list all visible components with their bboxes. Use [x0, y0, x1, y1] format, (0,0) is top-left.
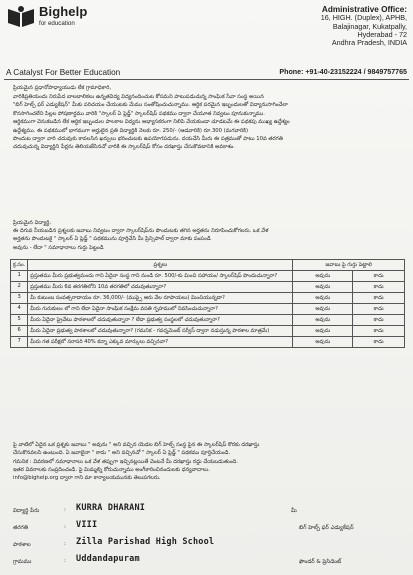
field-label: పాఠశాల [13, 542, 31, 548]
village-value[interactable]: Uddandapuram [76, 554, 140, 564]
row-question: మీరు ఏదైనా ప్రభుత్వ పాఠశాలలో చదువుతున్నారా? (గమనిక - గవర్నమెంట్ సర్వీస్ ద్వారా నడుస్తున్న పాఠశాల మాత్రమే) [28, 326, 293, 337]
answer-no[interactable]: కాదు [353, 315, 405, 326]
closing-line: info@bighelp.org ద్వారా గాని మా కార్యాలయమునకు తెలుపగలరు. [13, 475, 161, 482]
field-village [13, 554, 405, 571]
row-question: మీరు గత పరీక్షలో సరాసరి 40% కన్నా ఎక్కువ మార్కులు వచ్చినవా? [28, 337, 293, 348]
school-value[interactable]: Zilla Parishad High School [76, 537, 215, 547]
field-class [13, 520, 405, 537]
answer-yes[interactable]: అవును [293, 315, 353, 326]
row-question: మీరు గురుకులం లో గాని లేదా ఏదైనా సాంఘిక సంక్షేమ వసతి గృహములో నివసించుచున్నారా? [28, 304, 293, 315]
table-row [11, 282, 405, 293]
row-number: 4 [11, 304, 28, 315]
paragraph-line: కొనసాగించలేని పిల్లల పోషణార్థము వారికి "స్కాలర్ ఏ ప్లెడ్జ్" స్కాలర్‌షిప్ పథకము ద్వారా చేయూత నివ్వటం పూనుకున్నాము. [13, 110, 265, 117]
field-label: విద్యార్థి పేరు [13, 508, 40, 514]
intro-line: ఈ దిగువ నీయబడిన ప్రశ్నలకు జవాబు నివ్వటం ద్వారా స్కాలర్‌షిప్‌ను పొందుటకు తగిన అర్హతను నిరూపించుకోగలరు. ఒక వేళ [13, 228, 269, 235]
office-line: 16, HIGH. (Duplex), APHB, [320, 13, 407, 23]
class-value[interactable]: VIII [76, 520, 98, 530]
closing-line: చేసుకొనవలసి ఉంటుంది. ఏ జవాబైనా " కాదు " అని వచ్చినచో " స్కాలర్ ఏ ప్లెడ్జ్ " పథకము పూర్తిచేయండి. [13, 450, 231, 457]
office-title: Administrative Office: [321, 5, 407, 14]
row-number: 6 [11, 326, 28, 337]
answer-yes[interactable]: అవును [293, 326, 353, 337]
row-question: ప్రస్తుతము మీరు ప్రభుత్వమందు గాని ఏదైనా సంస్థ గాని నుండి రూ. 500/-కు మించి సహాయం/ స్కాలర్‌షిప్ పొందుచున్నారా? [28, 271, 293, 282]
answer-yes[interactable]: అవును [293, 271, 353, 282]
office-phone: Phone: +91-40-23152224 / 9849757765 [279, 68, 407, 76]
answer-yes[interactable]: అవును [293, 304, 353, 315]
row-question: మీరు ఏదైనా ప్రైవేటు పాఠశాలలో చదువుతున్నారా ? లేదా ప్రభుత్వ సంస్థలలో చదువుతున్నారా? [28, 315, 293, 326]
closing-line: పై వాటిలో ఏదైన ఒక ప్రశ్నకు జవాబు " అవును " అని వచ్చిన యెడల బిగ్ హెల్ప్ సంస్థ పైన ఈ స్కాలర్‌షిప్ కొరకు దరఖాస్తు [13, 442, 260, 448]
student-intro [13, 219, 405, 252]
student-name-value[interactable]: KURRA DHARANI [76, 503, 146, 513]
row-question: ప్రస్తుతము మీరు 6వ తరగతిలోని 10వ తరగతిలో చదువుతున్నారా? [28, 282, 293, 293]
table-row [11, 326, 405, 337]
closing-paragraph [13, 441, 405, 482]
field-label: తరగతి [13, 525, 29, 531]
row-number: 7 [11, 337, 28, 348]
paragraph-line: వారికిప్రతియందు నిరుపేద బాలబాలికలు ఉన్నతవిద్య విద్యనందించుట కోసమని పాటుపడుచున్న సాంఘిక సేవా సంస్థ అయిన [13, 94, 264, 100]
answer-no[interactable]: కాదు [353, 282, 405, 293]
letter-paragraph [13, 93, 405, 152]
answer-no[interactable]: కాదు [353, 337, 405, 348]
closing-line: గమనిక : వివరణలో సమాధానాలు ఒక వేళ తప్పుగా ఇచ్చినట్లయితే వెంటనే మీ దరఖాస్తు రద్దు చేయబడుతుంది. [13, 458, 238, 465]
student-details [13, 503, 405, 571]
col-answer: జవాబు పై గుర్తు పెట్టాలి [293, 260, 405, 271]
office-line: Balajinagar, Kukatpally, [332, 21, 407, 31]
field-label: గ్రామము [13, 559, 32, 565]
row-number: 2 [11, 282, 28, 293]
row-number: 1 [11, 271, 28, 282]
answer-no[interactable]: కాదు [353, 304, 405, 315]
organization-label: బిగ్ హెల్ప్ ఫర్ ఎడ్యుకేషన్ [299, 525, 354, 531]
answer-no[interactable]: కాదు [353, 293, 405, 304]
table-row [11, 304, 405, 315]
field-student-name [13, 503, 405, 520]
answer-no[interactable]: కాదు [353, 271, 405, 282]
answer-yes[interactable]: అవును [293, 337, 353, 348]
book-logo-icon [6, 5, 36, 29]
intro-line: అర్హతను పొందుటకై " స్కాలర్ ఏ ప్లెడ్జ్ " పథకమును పూర్తిచేసి మీ ప్రిన్సిపాల్ ద్వారా మాకు పంపండి [13, 236, 211, 243]
office-line: Hyderabad - 72 [357, 29, 407, 39]
letter-greeting: ప్రియమైన ప్రధానోపాధ్యాయుడు లేక గ్రామాధికారి, [13, 85, 112, 91]
paragraph-line: ఉద్దేశ్యము. ఈ పథకములో భాగముగా అర్హులైన ప్రతి విద్యార్థికి నెలకు రూ. 250/- (ఆడవారికి) రూ.300 (మగవారికి) [13, 127, 249, 134]
founder-label: ఫౌండర్ & ప్రెసిడెంట్ [299, 559, 342, 565]
header-divider [4, 79, 409, 80]
table-header-row [11, 260, 405, 271]
table-row [11, 293, 405, 304]
intro-line: ప్రియమైన విద్యార్థి, [13, 220, 52, 226]
paragraph-line: చదువుచున్న విద్యార్థిని పేర్లను తెలియజేసినచో వారికి ఈ స్కాలర్‌షిప్ కోసం దరఖాస్తు చేసుకొవటానికి అవకాశం. [13, 144, 235, 151]
intro-line: అవును - లేదా " సమాధానాలు గుర్తు పెట్టండి [13, 244, 104, 251]
brand-subtitle: for education [39, 20, 75, 27]
eligibility-table [10, 259, 405, 348]
row-number: 3 [11, 293, 28, 304]
col-number: క్ర.సం. [11, 260, 28, 271]
sign-mark: మీ [291, 508, 297, 514]
col-question: ప్రశ్నలు [28, 260, 293, 271]
office-line: Andhra Pradesh, INDIA [331, 38, 407, 48]
closing-line: ఇతర వివరాలకు సంప్రదించండి. పై మిమ్మల్ని కోరుచున్నాము అంగీకారించినందులకు ధన్యవాదాలు. [13, 466, 210, 473]
field-school [13, 537, 405, 554]
field-colon: : [64, 507, 66, 513]
paragraph-line: "బిగ్ హెల్ప్ ఫర్ ఎడ్యుకేషన్" మీకు పరిచయం చేయుటకు మేము సంతోషించుచున్నాము. ఆర్థిక పరమైన ఇబ్బందులతో విద్యానుసాగించేలా [13, 102, 288, 109]
answer-no[interactable]: కాదు [353, 326, 405, 337]
paragraph-line: పొందుట ద్వారా వారి చదువుకు కావలసిన ఖర్చులు భరించుటకు ఉపయోగపడును. దయచేసి మీరు ఈ పత్రముతో పాటు 10వ తరగతి [13, 136, 283, 143]
row-number: 5 [11, 315, 28, 326]
brand-name: Bighelp [39, 4, 88, 19]
table-row [11, 337, 405, 348]
field-colon: : [64, 541, 66, 547]
answer-yes[interactable]: అవును [293, 282, 353, 293]
tagline: A Catalyst For Better Education [6, 68, 121, 77]
row-question: మీ కుటుంబ సంవత్సరాదాయం రూ. 36,000/- (ముప్పై ఆరు వేల రూపాయలు) మించియున్నదా? [28, 293, 293, 304]
paragraph-line: ఆర్థికముగా వెనుకబడిన లేక ఆర్థిక ఇబ్బందుల పాలకాల విద్యను అభ్యాసకరంగా నిలిపి వేయకుండా చూడటమే ఈ పథకపు ముఖ్య ఉద్దేశ్యం [13, 119, 290, 126]
office-address [242, 6, 407, 47]
table-row [11, 315, 405, 326]
table-row [11, 271, 405, 282]
brand-logo [6, 4, 116, 62]
answer-yes[interactable]: అవును [293, 293, 353, 304]
field-colon: : [64, 524, 66, 530]
field-colon: : [64, 558, 66, 564]
